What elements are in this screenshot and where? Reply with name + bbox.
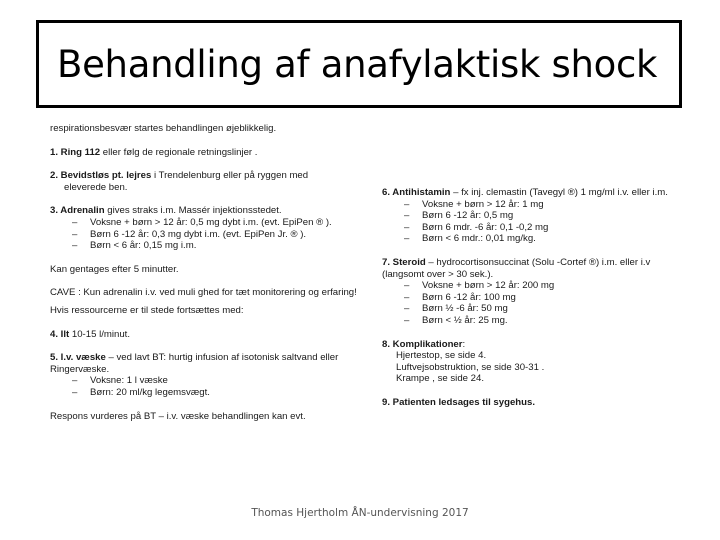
step-2-text-line2: eleverede ben. <box>64 181 128 193</box>
step-7-dosage-list <box>382 280 674 326</box>
list-item: – Børn 6 -12 år: 100 mg <box>404 292 674 304</box>
list-item: – Børn 6 -12 år: 0,5 mg <box>404 210 674 222</box>
slide-footer: Thomas Hjertholm ÅN-undervisning 2017 <box>251 507 469 519</box>
list-item: – Voksne: 1 l væske <box>72 375 368 387</box>
step-3-head: 3. Adrenalin <box>50 205 105 217</box>
title-box <box>36 20 682 108</box>
resources-note: Hvis ressourcerne er til stede fortsættes med: <box>50 304 244 316</box>
step-5-dosage-list <box>50 375 368 398</box>
slide-title: Behandling af anafylaktisk shock <box>57 43 658 86</box>
complication-line: Krampe , se side 24. <box>396 373 484 385</box>
step-7-text: – hydrocortisonsuccinat (Solu -Cortef ®) i.m. eller i.v (langsomt over > 30 sek.). <box>382 256 651 280</box>
step-9 <box>382 397 674 409</box>
list-item: – Voksne + børn > 12 år: 1 mg <box>404 199 674 211</box>
step-5-text: – ved lavt BT: hurtig infusion af isotonisk saltvand eller Ringervæske. <box>50 352 339 375</box>
list-item: – Børn 6 -12 år: 0,3 mg dybt i.m. (evt. EpiPen Jr. ® ). <box>72 229 368 241</box>
step-6 <box>382 187 674 245</box>
list-item: – Voksne + børn > 12 år: 200 mg <box>404 280 674 292</box>
step-9-head: 9. Patienten ledsages til sygehus. <box>382 396 536 408</box>
step-2-text: i Trendelenburg eller på ryggen med <box>151 170 309 182</box>
step-5 <box>50 352 368 398</box>
list-item: – Børn < 6 mdr.: 0,01 mg/kg. <box>404 233 674 245</box>
step-1 <box>50 147 368 159</box>
step-6-head: 6. Antihistamin <box>382 187 451 198</box>
step-8 <box>382 339 674 385</box>
response-note: Respons vurderes på BT – i.v. væske behandlingen kan evt. <box>50 410 306 422</box>
step-3-text: gives straks i.m. Massér injektionsstedet. <box>104 205 282 217</box>
step-7 <box>382 257 674 327</box>
right-column <box>382 187 674 421</box>
complication-line: Luftvejsobstruktion, se side 30-31 . <box>396 361 545 373</box>
intro-text: respirationsbesvær startes behandlingen øjeblikkelig. <box>50 123 277 134</box>
step-3-dosage-list <box>50 217 368 252</box>
list-item: – Børn < ½ år: 25 mg. <box>404 315 674 327</box>
cave-note: CAVE : Kun adrenalin i.v. ved muli ghed for tæt monitorering og erfaring! <box>50 287 357 299</box>
step-3 <box>50 205 368 251</box>
step-7-head: 7. Steroid <box>382 256 426 268</box>
list-item: – Børn ½ -6 år: 50 mg <box>404 303 674 315</box>
step-1-head: 1. Ring 112 <box>50 146 101 158</box>
left-column <box>50 123 368 434</box>
step-4 <box>50 329 368 341</box>
list-item: – Børn: 20 ml/kg legemsvægt. <box>72 387 368 399</box>
complication-line: Hjertestop, se side 4. <box>396 350 487 362</box>
list-item: – Voksne + børn > 12 år: 0,5 mg dybt i.m. (evt. EpiPen ® ). <box>72 217 368 229</box>
step-2-head: 2. Bevidstløs pt. lejres <box>50 170 152 182</box>
step-6-text: – fx inj. clemastin (Tavegyl ®) 1 mg/ml i.v. eller i.m. <box>450 187 668 198</box>
repeat-note: Kan gentages efter 5 minutter. <box>50 263 179 275</box>
step-4-head: 4. Ilt <box>50 328 70 340</box>
step-5-head: 5. I.v. væske <box>50 352 106 364</box>
step-8-head: 8. Komplikationer <box>382 338 463 350</box>
step-8-colon: : <box>462 338 466 350</box>
list-item: – Børn 6 mdr. -6 år: 0,1 -0,2 mg <box>404 222 674 234</box>
step-2 <box>50 170 368 193</box>
step-1-text: eller følg de regionale retningslinjer . <box>100 146 258 158</box>
step-4-text: 10-15 l/minut. <box>69 328 130 340</box>
step-6-dosage-list <box>382 199 674 245</box>
list-item: – Børn < 6 år: 0,15 mg i.m. <box>72 240 368 252</box>
